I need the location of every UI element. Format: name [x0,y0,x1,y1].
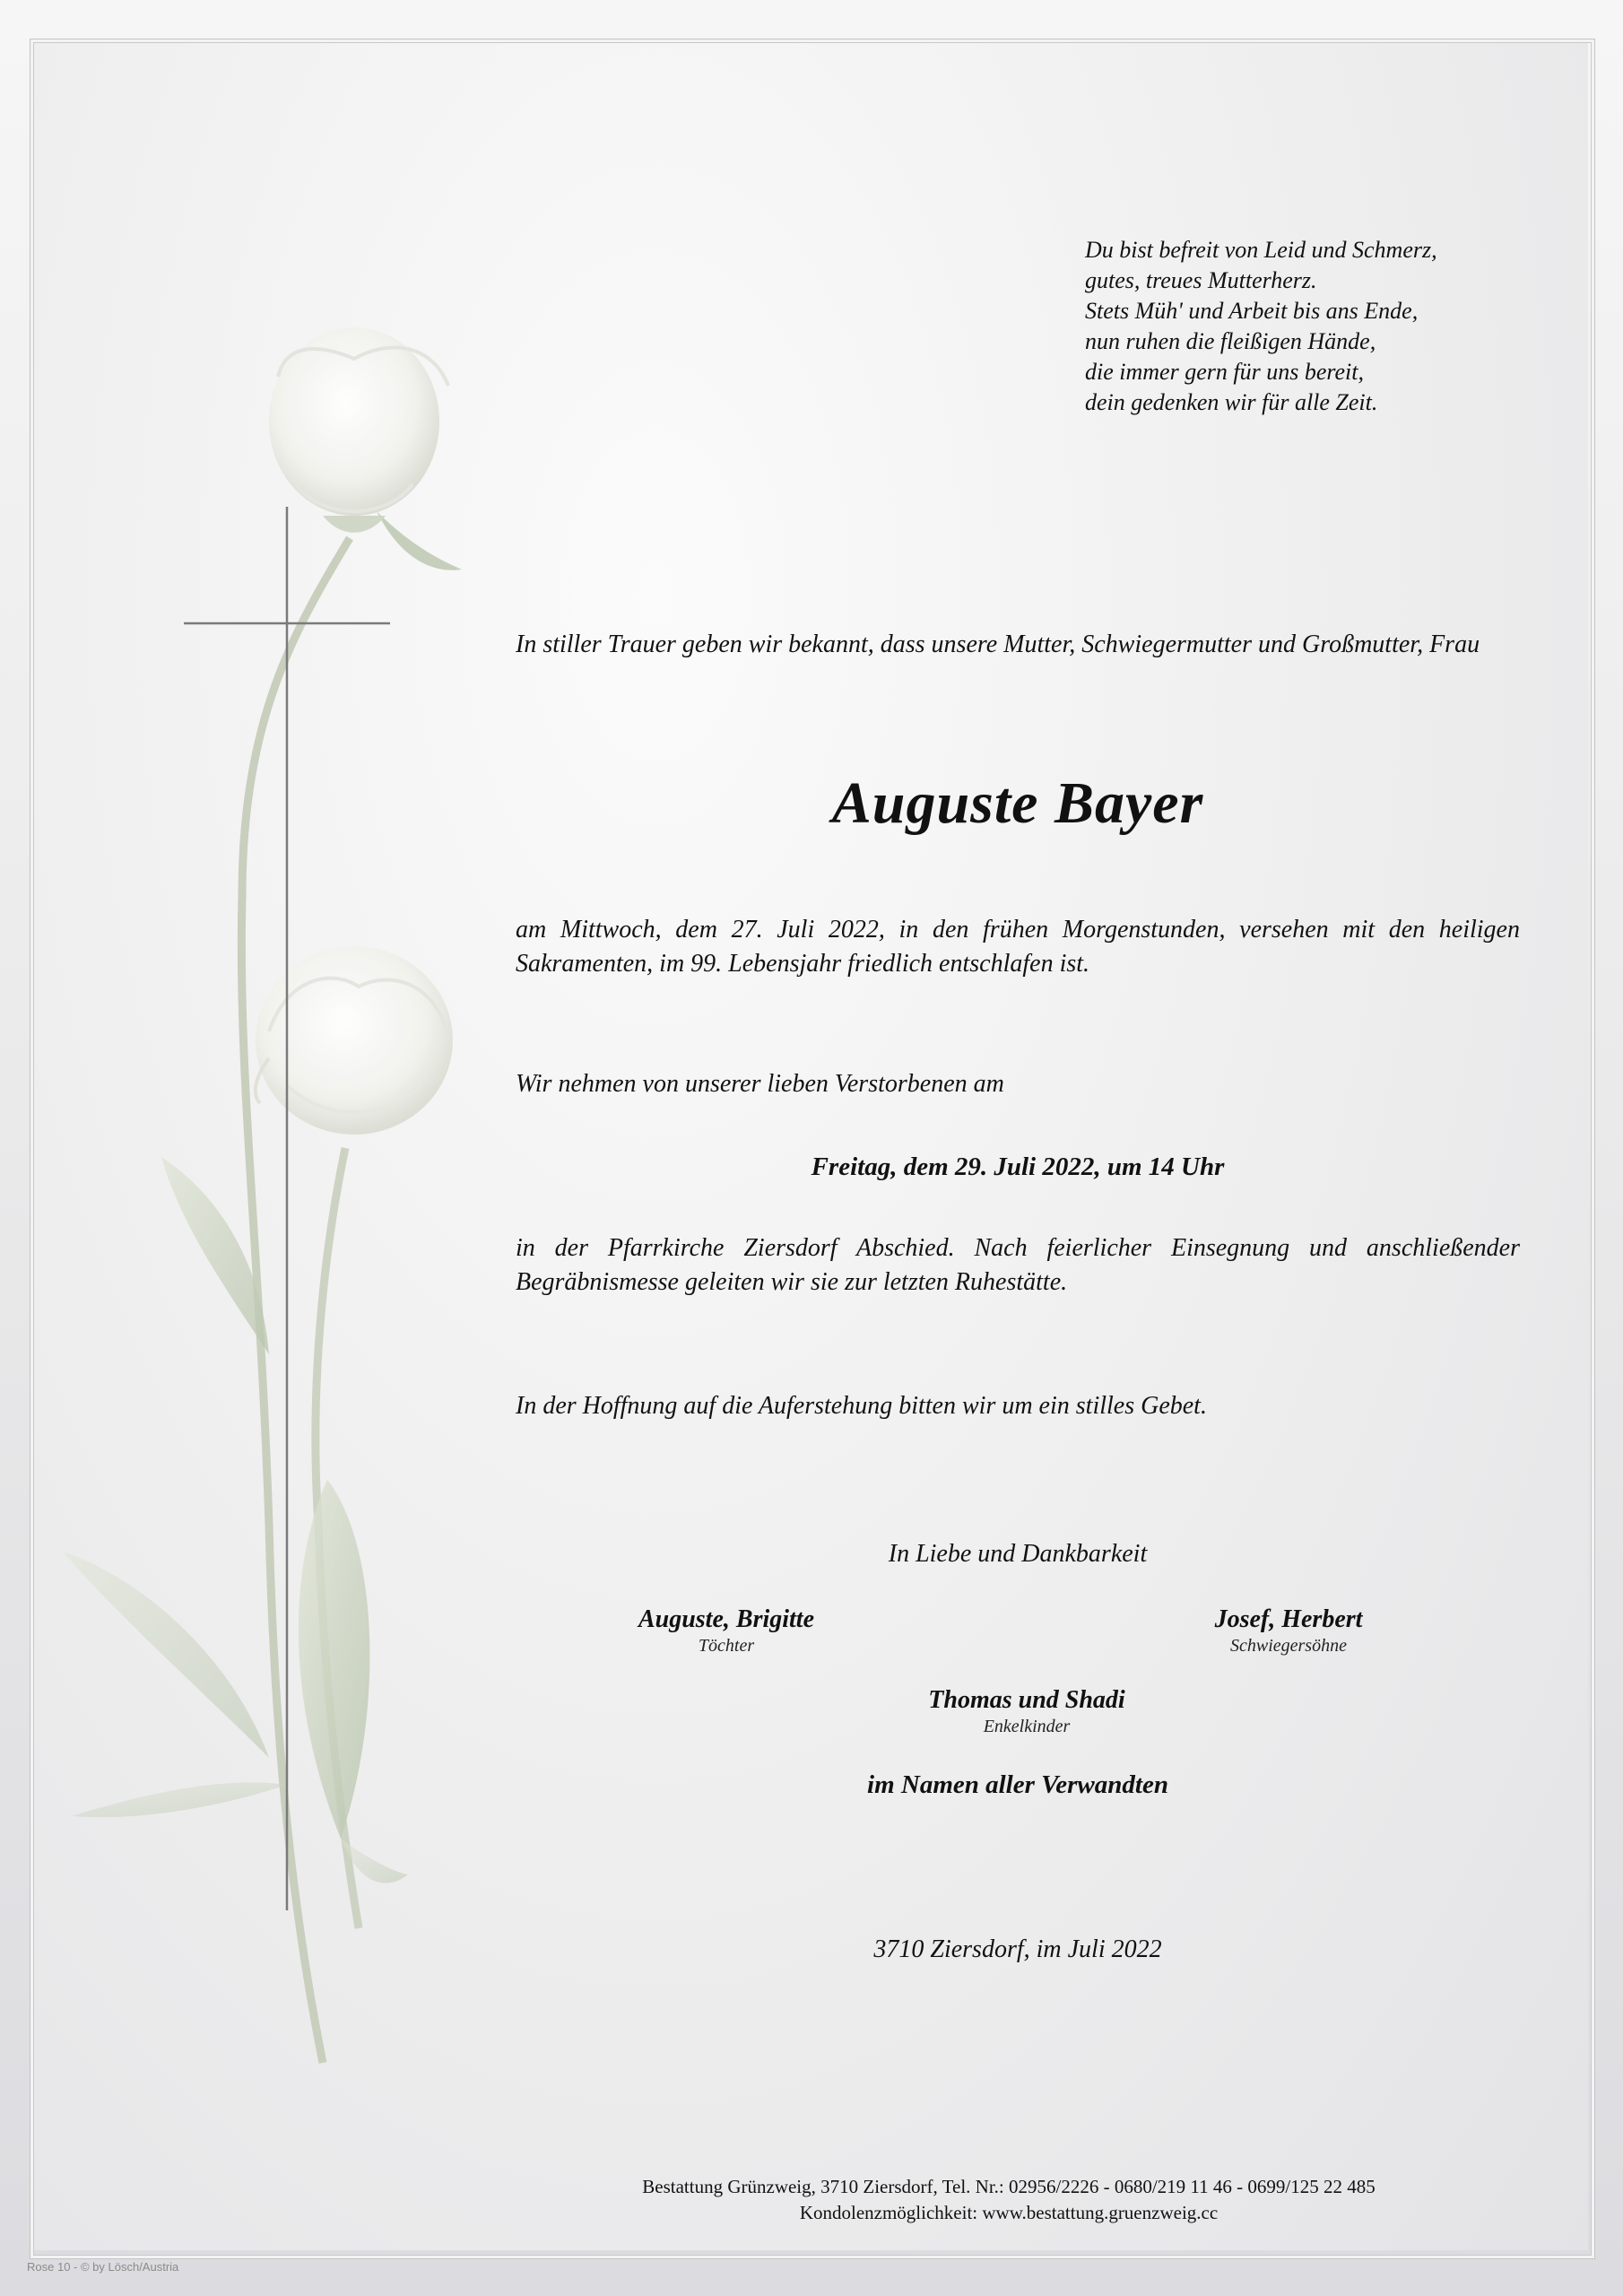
signature-names: Auguste, Brigitte [638,1605,815,1633]
place-date: 3710 Ziersdorf, im Juli 2022 [873,1935,1162,1963]
funeral-home-footer [502,2174,1515,2226]
poem-line: dein gedenken wir für alle Zeit. [1085,389,1378,415]
rose-illustration [0,0,556,2152]
upper-rose [269,327,448,533]
signature-daughters [565,1605,888,1657]
deceased-name: Auguste Bayer [831,770,1204,836]
poem-line: gutes, treues Mutterherz. [1085,267,1317,293]
funeral-date: Freitag, dem 29. Juli 2022, um 14 Uhr [811,1152,1225,1181]
leaf [299,1480,370,1839]
signature-relation: Schwiegersöhne [1230,1636,1347,1656]
image-credit: Rose 10 - © by Lösch/Austria [27,2260,179,2274]
signature-names: Thomas und Shadi [928,1686,1125,1714]
relatives-line: im Namen aller Verwandten [867,1770,1168,1799]
sepal [377,511,462,570]
poem-line: Du bist befreit von Leid und Schmerz, [1085,237,1437,263]
poem-line: nun ruhen die fleißigen Hände, [1085,328,1376,354]
poem-line: Stets Müh' und Arbeit bis ans Ende, [1085,298,1419,324]
farewell-text: Wir nehmen von unserer lieben Verstorbenen am [516,1070,1004,1098]
funeral-text: in der Pfarrkirche Ziersdorf Abschied. Nach feierlicher Einsegnung und anschließender Begräbnismesse geleiten wir sie zur letzten Ruhestätte. [516,1234,1520,1296]
footer-condolence-link[interactable]: Kondolenzmöglichkeit: www.bestattung.gruenzweig.cc [799,2202,1219,2223]
lower-rose [256,946,453,1135]
signature-names: Josef, Herbert [1214,1605,1363,1633]
signature-relation: Enkelkinder [983,1717,1071,1736]
leaf [63,1552,269,1758]
death-text: am Mittwoch, dem 27. Juli 2022, in den frühen Morgenstunden, versehen mit den heiligen Sakramenten, im 99. Lebensjahr friedlich entschlafen ist. [516,916,1520,978]
poem [1085,235,1437,418]
footer-contact: Bestattung Grünzweig, 3710 Ziersdorf, Tel. Nr.: 02956/2226 - 0680/219 11 46 - 0699/125 22 485 [642,2176,1376,2197]
poem-line: die immer gern für uns bereit, [1085,359,1364,385]
hope-text: In der Hoffnung auf die Auferstehung bitten wir um ein stilles Gebet. [516,1392,1207,1420]
intro-text: In stiller Trauer geben wir bekannt, dass unsere Mutter, Schwiegermutter und Großmutter, Frau [516,631,1480,658]
signature-grandchildren [865,1686,1188,1737]
leaf [72,1782,287,1817]
signature-sons-in-law [1127,1605,1450,1657]
signature-relation: Töchter [698,1636,755,1656]
love-line: In Liebe und Dankbarkeit [888,1540,1148,1568]
